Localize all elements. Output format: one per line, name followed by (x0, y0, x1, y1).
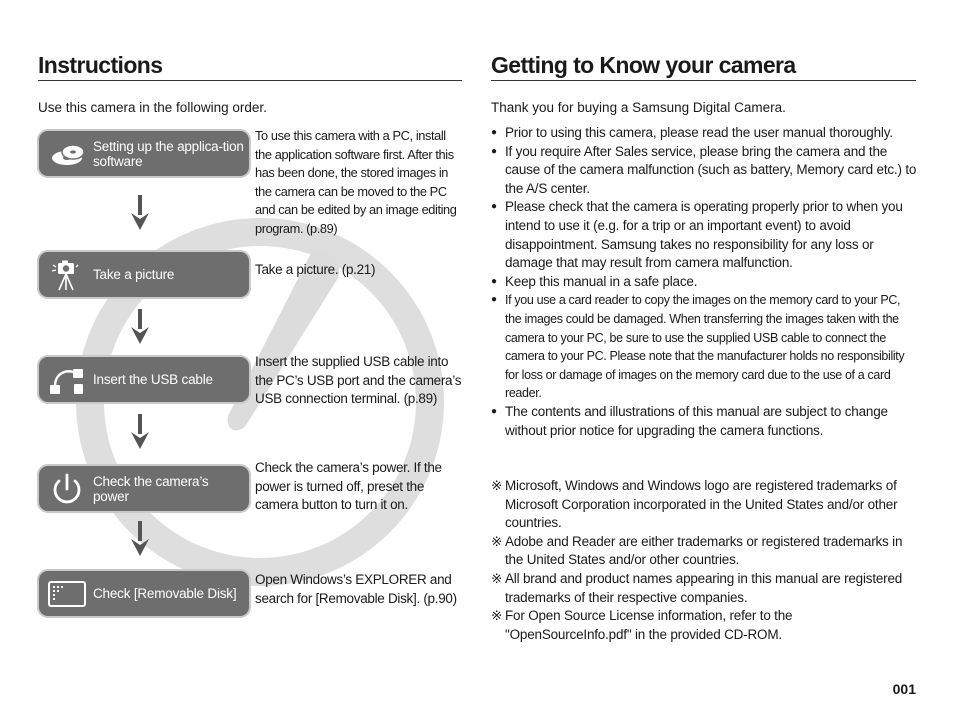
down-arrow-icon (130, 521, 150, 557)
step-setup-software (39, 131, 249, 176)
camera-tripod-icon (47, 259, 87, 291)
step-label: Insert the USB cable (93, 372, 213, 387)
left-intro-text: Use this camera in the following order. (38, 100, 267, 115)
step-label: Take a picture (93, 267, 175, 282)
list-item: ● Please check that the camera is operating properly prior to when you intend to use it (e.g. for a trip or an important event) to avoid disappointment. Samsung takes no responsibility for any loss or damage that may result from camera malfunction. (491, 198, 917, 272)
step-setup-software-description: To use this camera with a PC, install the application software first. After this has been done, the stored images in the camera can be moved to the PC and can be edited by an image editing program. (p.89) (255, 128, 457, 236)
list-item: ● If you use a card reader to copy the images on the memory card to your PC, the images could be damaged. When transferring the images taken with the camera to your PC, be sure to use the supplied USB cable to connect the camera to your PC. Please note that the manufacturer holds no responsibility for loss or damage of images on the memory card due to the use of a card reader. (491, 291, 917, 403)
step-take-picture-description: Take a picture. (p.21) (255, 262, 376, 277)
list-item: ● The contents and illustrations of this manual are subject to change without prior notice for upgrading the camera functions. (491, 403, 917, 440)
list-item: ● Prior to using this camera, please read the user manual thoroughly. (491, 124, 917, 143)
trademark-notes (491, 477, 917, 644)
step-check-removable-disk-description: Open Windows’s EXPLORER and search for [Removable Disk]. (p.90) (255, 572, 457, 606)
right-page-title: Getting to Know your camera (491, 52, 796, 78)
list-item (491, 570, 917, 607)
note-text: Microsoft, Windows and Windows logo are registered trademarks of Microsoft Corporation incorporated in the United States and/or other countries. (505, 478, 898, 531)
cd-icon (47, 138, 87, 170)
down-arrow-icon (130, 414, 150, 450)
left-title-rule (38, 80, 462, 81)
list-item: ● If you require After Sales service, please bring the camera and the cause of the camera malfunction (such as battery, Memory card etc.) to the A/S center. (491, 143, 917, 199)
list-item (491, 607, 917, 644)
step-label: Check [Removable Disk] (93, 586, 237, 601)
right-title-rule (491, 80, 916, 81)
note-text: Adobe and Reader are either trademarks or registered trademarks in the United States and/or other countries. (505, 533, 903, 568)
list-item (491, 477, 917, 533)
down-arrow-icon (130, 195, 150, 231)
page-number: 001 (892, 681, 916, 697)
down-arrow-icon (130, 309, 150, 345)
precautions-list (491, 124, 917, 440)
step-take-picture (39, 252, 249, 297)
note-text: For Open Source License information, refer to the "OpenSourceInfo.pdf" in the provided CD-ROM. (505, 608, 793, 642)
reference-mark: ※ (491, 570, 503, 586)
reference-mark: ※ (491, 533, 503, 549)
left-page-title: Instructions (38, 52, 163, 78)
power-icon (47, 473, 87, 505)
list-item: ● Keep this manual in a safe place. (491, 273, 917, 292)
reference-mark: ※ (491, 608, 503, 624)
step-check-power-description: Check the camera’s power. If the power is turned off, preset the camera button to turn it on. (255, 460, 442, 513)
reference-mark: ※ (491, 478, 503, 493)
step-check-removable-disk (39, 571, 249, 616)
step-check-power (39, 466, 249, 511)
step-label: Setting up the applica-tion software (93, 138, 244, 169)
step-insert-usb-description: Insert the supplied USB cable into the PC’s USB port and the camera’s USB connection terminal. (p.89) (255, 354, 462, 407)
step-label: Check the camera’s power (93, 473, 209, 504)
removable-disk-icon (47, 578, 87, 610)
step-insert-usb (39, 357, 249, 402)
note-text: All brand and product names appearing in this manual are registered trademarks of their respective companies. (505, 570, 903, 605)
right-intro-text: Thank you for buying a Samsung Digital Camera. (491, 100, 786, 115)
usb-cable-icon (47, 364, 87, 396)
list-item (491, 533, 917, 570)
